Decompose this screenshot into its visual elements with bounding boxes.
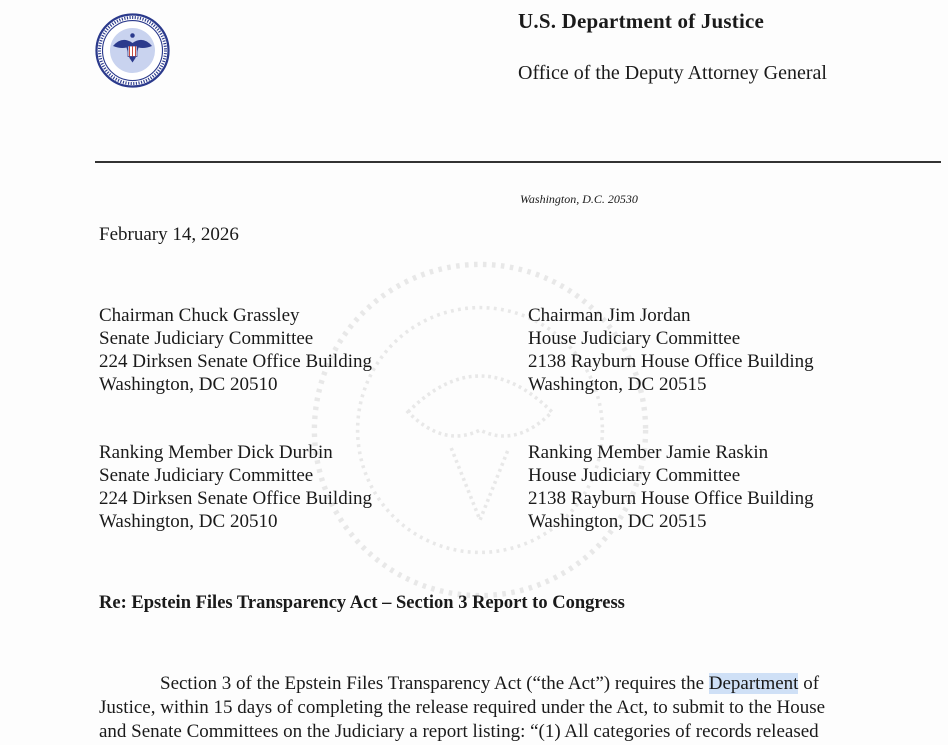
- recipient-city: Washington, DC 20510: [99, 511, 278, 532]
- recipient-committee: Senate Judiciary Committee: [99, 465, 314, 486]
- department-name: U.S. Department of Justice: [518, 9, 765, 33]
- body-text-segment: Section 3 of the Epstein Files Transparency Act (“the Act”) requires the: [160, 673, 709, 694]
- body-line: [99, 672, 889, 696]
- recipient-name: Ranking Member Jamie Raskin: [528, 442, 769, 463]
- letterhead-divider: [95, 161, 941, 163]
- recipient-building: 2138 Rayburn House Office Building: [528, 351, 814, 372]
- recipient-committee: Senate Judiciary Committee: [99, 328, 314, 349]
- recipient-city: Washington, DC 20515: [528, 511, 707, 532]
- recipient-name: Chairman Jim Jordan: [528, 305, 691, 326]
- recipient-committee: House Judiciary Committee: [528, 328, 741, 349]
- recipient-name: Ranking Member Dick Durbin: [99, 442, 333, 463]
- recipient-building: 2138 Rayburn House Office Building: [528, 488, 814, 509]
- body-paragraph: [99, 672, 889, 744]
- recipient-address-block: [99, 304, 372, 396]
- recipient-address-block: [528, 441, 814, 533]
- body-line: and Senate Committees on the Judiciary a report listing: “(1) All categories of records released: [99, 721, 819, 742]
- recipient-building: 224 Dirksen Senate Office Building: [99, 351, 372, 372]
- body-line: Justice, within 15 days of completing the release required under the Act, to submit to the House: [99, 697, 826, 718]
- letterhead-location: Washington, D.C. 20530: [520, 192, 638, 206]
- body-text-segment: of: [798, 673, 820, 694]
- letter-date: February 14, 2026: [99, 224, 239, 245]
- recipient-address-block: [99, 441, 372, 533]
- doj-seal-icon: [95, 13, 170, 88]
- recipient-city: Washington, DC 20510: [99, 374, 278, 395]
- recipient-building: 224 Dirksen Senate Office Building: [99, 488, 372, 509]
- recipient-committee: House Judiciary Committee: [528, 465, 741, 486]
- subject-line: Re: Epstein Files Transparency Act – Section 3 Report to Congress: [99, 593, 625, 613]
- selected-text-highlight[interactable]: Department: [708, 673, 799, 694]
- recipient-name: Chairman Chuck Grassley: [99, 305, 300, 326]
- recipient-city: Washington, DC 20515: [528, 374, 707, 395]
- recipient-address-block: [528, 304, 814, 396]
- office-name: Office of the Deputy Attorney General: [518, 62, 827, 84]
